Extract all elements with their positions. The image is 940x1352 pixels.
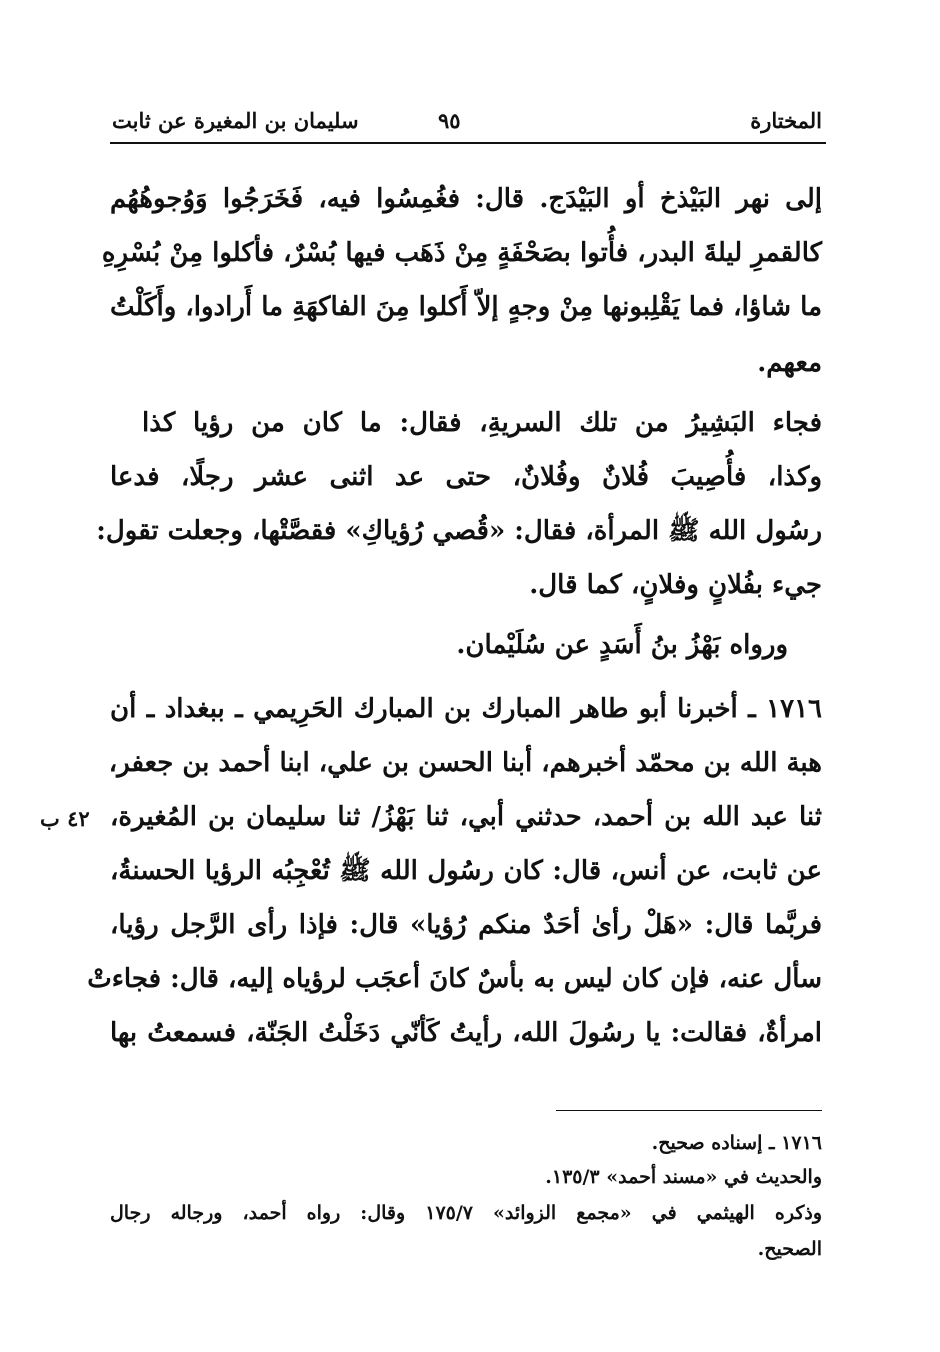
body-line: عن ثابت، عن أنس، قال: كان رسُول الله ﷺ تُعْجِبُه الرؤيا الحسنةُ، (110, 856, 822, 886)
body-line: إلى نهر البَيْذخ أو البَيْدَج. قال: فغُمِسُوا فيه، فَخَرَجُوا وَوُجوهُهُم (110, 184, 822, 214)
body-line: رسُول الله ﷺ المرأة، فقال: «قُصي رُؤياكِ» فقصَّتْها، وجعلت تقول: (96, 516, 822, 546)
footnote-line: والحديث في «مسند أحمد» ١٣٥/٣. (545, 1166, 822, 1188)
footnote-line: وذكره الهيثمي في «مجمع الزوائد» ١٧٥/٧ وقال: رواه أحمد، ورجاله رجال (110, 1202, 822, 1224)
footnote-separator (556, 1110, 822, 1111)
body-line: فربَّما قال: «هَلْ رأىٰ أحَدٌ منكم رُؤيا» قال: فإذا رأى الرَّجل رؤيا، (110, 910, 822, 940)
body-line: وكذا، فأُصِيبَ فُلانٌ وفُلانٌ، حتى عد اثنى عشر رجلًا، فدعا (110, 462, 822, 492)
footnote-line: ١٧١٦ ـ إسناده صحيح. (651, 1132, 822, 1154)
body-line: ورواه بَهْزُ بنُ أَسَدٍ عن سُلَيْمان. (456, 630, 788, 660)
header-rule (110, 142, 826, 144)
body-line: كالقمرِ ليلةَ البدر، فأُتوا بصَحْفَةٍ مِنْ ذَهَب فيها بُسْرٌ، فأكلوا مِنْ بُسْرِهِ (101, 238, 822, 268)
body-line: ما شاؤا، فما يَقْلِبونها مِنْ وجهٍ إلاّ أَكلوا مِنَ الفاكهَةِ ما أَرادوا، وأَكَلْتُ (110, 292, 822, 322)
body-line: معهم. (757, 348, 822, 378)
body-line: امرأةٌ، فقالت: يا رسُولَ الله، رأيتُ كَأنّي دَخَلْتُ الجَنّة، فسمعتُ بها (110, 1018, 822, 1048)
body-line: هبة الله بن محمّد أخبرهم، أبنا الحسن بن علي، ابنا أحمد بن جعفر، (108, 748, 822, 778)
header-book-title: المختارة (750, 108, 822, 133)
header-chapter-title: سليمان بن المغيرة عن ثابت (112, 108, 359, 133)
body-line: فجاء البَشِيرُ من تلك السريةِ، فقال: ما كان من رؤيا كذا (142, 408, 822, 438)
body-line: سأل عنه، فإن كان ليس به بأسٌ كانَ أعجَب لرؤياه إليه، قال: فجاءتْ (87, 964, 822, 994)
footnote-line: الصحيح. (757, 1238, 822, 1260)
margin-folio-note: ٤٢ ب (40, 806, 90, 831)
body-line: جيء بفُلانٍ وفلانٍ، كما قال. (529, 570, 822, 600)
body-line: ١٧١٦ ـ أخبرنا أبو طاهر المبارك بن المبارك الحَرِيمي ـ ببغداد ـ أن (110, 694, 822, 724)
page-number: ٩٥ (438, 108, 461, 133)
body-line: ثنا عبد الله بن أحمد، حدثني أبي، ثنا بَهْزُ/ ثنا سليمان بن المُغيرة، (110, 802, 822, 832)
